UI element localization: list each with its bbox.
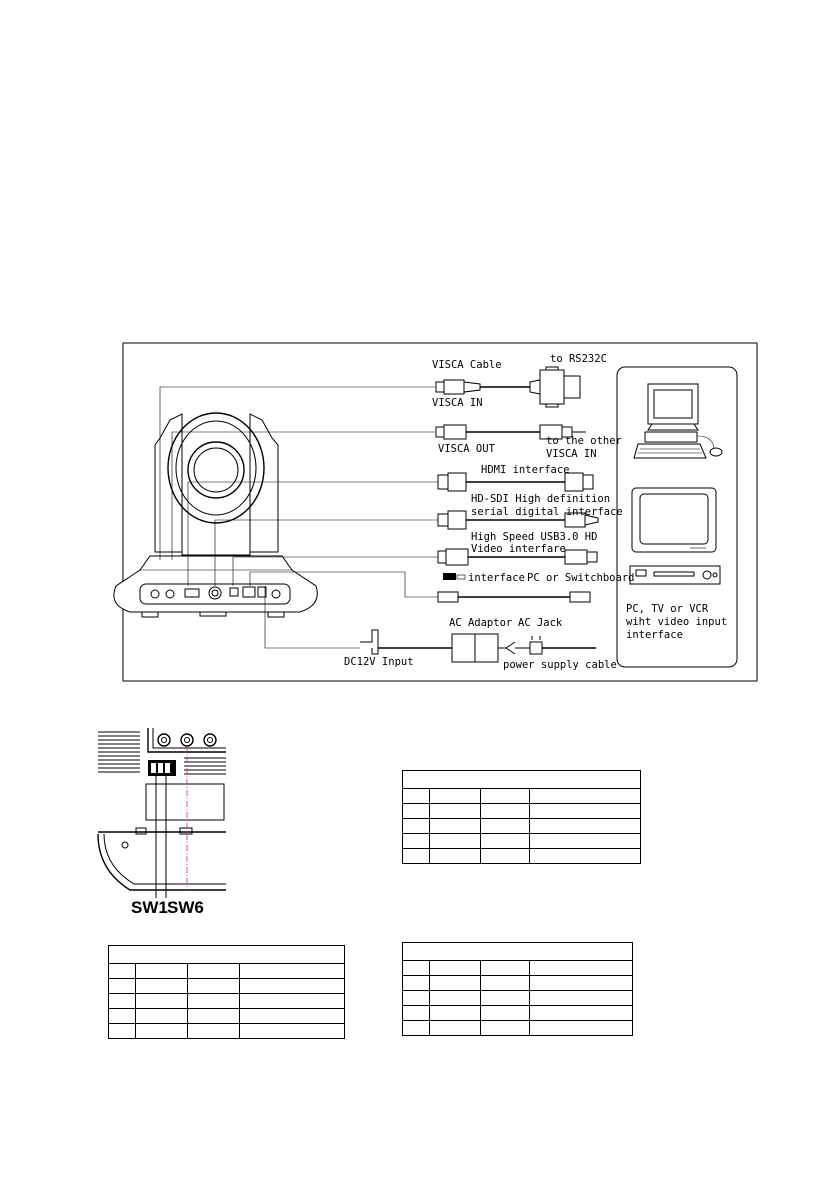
table-row	[403, 819, 641, 834]
table-row	[403, 804, 641, 819]
ndi-interface-label: interface	[468, 572, 525, 584]
table-row	[109, 1024, 345, 1039]
to-the-other-label: to the other	[546, 435, 622, 447]
table-row	[403, 961, 633, 976]
pc-or-switchboard-label: PC or Switchboard	[527, 572, 635, 584]
table-row	[403, 976, 633, 991]
hdmi-interface-label: HDMI interface	[481, 464, 570, 476]
sw1-label: SW1	[131, 898, 168, 917]
table-row	[403, 834, 641, 849]
hdsdi-label-line2: serial digital interface	[471, 506, 623, 518]
tv-icon	[632, 488, 716, 552]
table-row	[109, 1009, 345, 1024]
table-row	[403, 771, 641, 789]
visca-cable-label: VISCA Cable	[432, 359, 502, 371]
table-row	[403, 1006, 633, 1021]
table-top-right	[402, 770, 641, 864]
table-row	[403, 1021, 633, 1036]
pc-icon	[634, 384, 722, 458]
table-row	[109, 964, 345, 979]
table-row	[109, 946, 345, 964]
usb-label-line1: High Speed USB3.0 HD	[471, 531, 598, 543]
table-row	[109, 979, 345, 994]
ptz-camera-drawing	[114, 413, 317, 617]
table-row	[403, 789, 641, 804]
table-bottom-right	[402, 942, 633, 1036]
vcr-icon	[630, 566, 720, 584]
usb-label-line2: Video interfare	[471, 543, 566, 555]
ndi-cable	[438, 592, 590, 602]
pc-tv-label-line1: PC, TV or VCR	[626, 603, 709, 615]
table-bottom-left	[108, 945, 345, 1039]
dip-switch-detail-drawing	[98, 728, 226, 898]
power-supply-cable-label: power supply cable	[503, 659, 617, 671]
visca-in-label: VISCA IN	[432, 397, 483, 409]
to-rs232c-label: to RS232C	[550, 353, 607, 365]
pc-tv-label-line2: wiht video input	[626, 616, 728, 628]
visca-in-2-label: VISCA IN	[546, 448, 597, 460]
dc12v-input-label: DC12V Input	[344, 656, 414, 668]
table-row	[403, 943, 633, 961]
ndi-logo	[443, 573, 465, 580]
table-row	[403, 849, 641, 864]
visca-out-label: VISCA OUT	[438, 443, 495, 455]
pc-tv-label-line3: interface	[626, 629, 683, 641]
table-row	[109, 994, 345, 1009]
hdsdi-label-line1: HD-SDI High definition	[471, 493, 611, 505]
sw6-label: SW6	[167, 898, 204, 917]
table-row	[403, 991, 633, 1006]
ac-adaptor-label: AC Adaptor	[449, 617, 513, 629]
ac-jack-label: AC Jack	[518, 617, 563, 629]
